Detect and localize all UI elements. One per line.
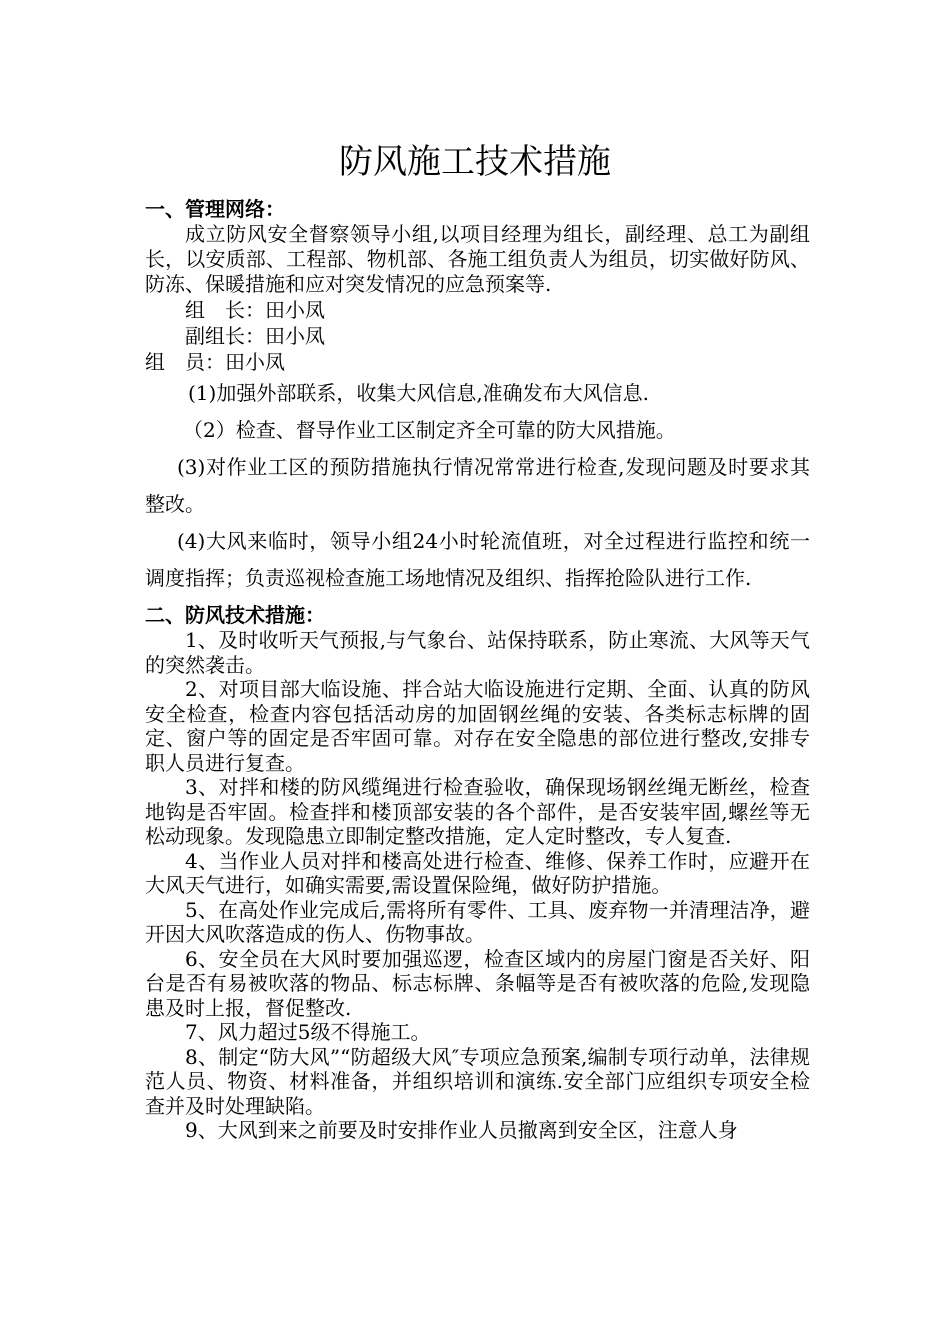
technique-item-9: 9、大风到来之前要及时安排作业人员撤离到安全区，注意人身: [185, 1118, 738, 1142]
document-title: 防风施工技术措施: [339, 142, 611, 182]
member-members: 组 员：田小凤: [145, 350, 285, 374]
task-item-1: (1)加强外部联系，收集大风信息,准确发布大风信息.: [188, 381, 650, 405]
member-leader: 组 长：田小凤: [185, 298, 325, 322]
section-heading-techniques: 二、防风技术措施：: [145, 603, 325, 627]
task-item-2: （2）检查、督导作业工区制定齐全可靠的防大风措施。: [183, 418, 676, 442]
task-item-4: (4)大风来临时，领导小组24小时轮流值班，对全过程进行监控和统一调度指挥；负责巡视检查施工场地情况及组织、指挥抢险队进行工作.: [145, 529, 810, 590]
management-intro-paragraph: 成立防风安全督察领导小组,以项目经理为组长，副经理、总工为副组长，以安质部、工程部、物机部、各施工组负责人为组员，切实做好防风、防冻、保暖措施和应对突发情况的应急预案等.: [145, 222, 810, 296]
technique-item-2: 2、对项目部大临设施、拌合站大临设施进行定期、全面、认真的防风安全检查，检查内容包括活动房的加固钢丝绳的安装、各类标志标牌的固定、窗户等的固定是否牢固可靠。对存在安全隐患的部位进行整改,安排专职人员进行复查。: [145, 677, 810, 775]
technique-item-1: 1、及时收听天气预报,与气象台、站保持联系，防止寒流、大风等天气的突然袭击。: [145, 628, 810, 677]
section-heading-management: 一、管理网络：: [145, 197, 285, 221]
technique-item-5: 5、在高处作业完成后,需将所有零件、工具、废弃物一并清理洁净，避开因大风吹落造成的伤人、伤物事故。: [145, 897, 810, 946]
technique-item-3: 3、对拌和楼的防风缆绳进行检查验收，确保现场钢丝绳无断丝，检查地钩是否牢固。检查拌和楼顶部安装的各个部件，是否安装牢固,螺丝等无松动现象。发现隐患立即制定整改措施，定人定时整改，专人复查.: [145, 775, 810, 848]
task-item-3: (3)对作业工区的预防措施执行情况常常进行检查,发现问题及时要求其整改。: [145, 455, 810, 516]
technique-item-7: 7、风力超过5级不得施工。: [185, 1020, 431, 1044]
document-body: [145, 197, 810, 1143]
member-deputy-leader: 副组长：田小凤: [185, 324, 325, 348]
technique-item-8: 8、制定“防大风”“防超级大风″专项应急预案,编制专项行动单，法律规范人员、物资、材料准备，并组织培训和演练.安全部门应组织专项安全检查并及时处理缺陷。: [145, 1044, 810, 1118]
technique-item-4: 4、当作业人员对拌和楼高处进行检查、维修、保养工作时，应避开在大风天气进行，如确实需要,需设置保险绳，做好防护措施。: [145, 848, 810, 897]
technique-item-6: 6、安全员在大风时要加强巡逻，检查区域内的房屋门窗是否关好、阳台是否有易被吹落的物品、标志标牌、条幅等是否有被吹落的危险,发现隐患及时上报，督促整改.: [145, 946, 810, 1020]
